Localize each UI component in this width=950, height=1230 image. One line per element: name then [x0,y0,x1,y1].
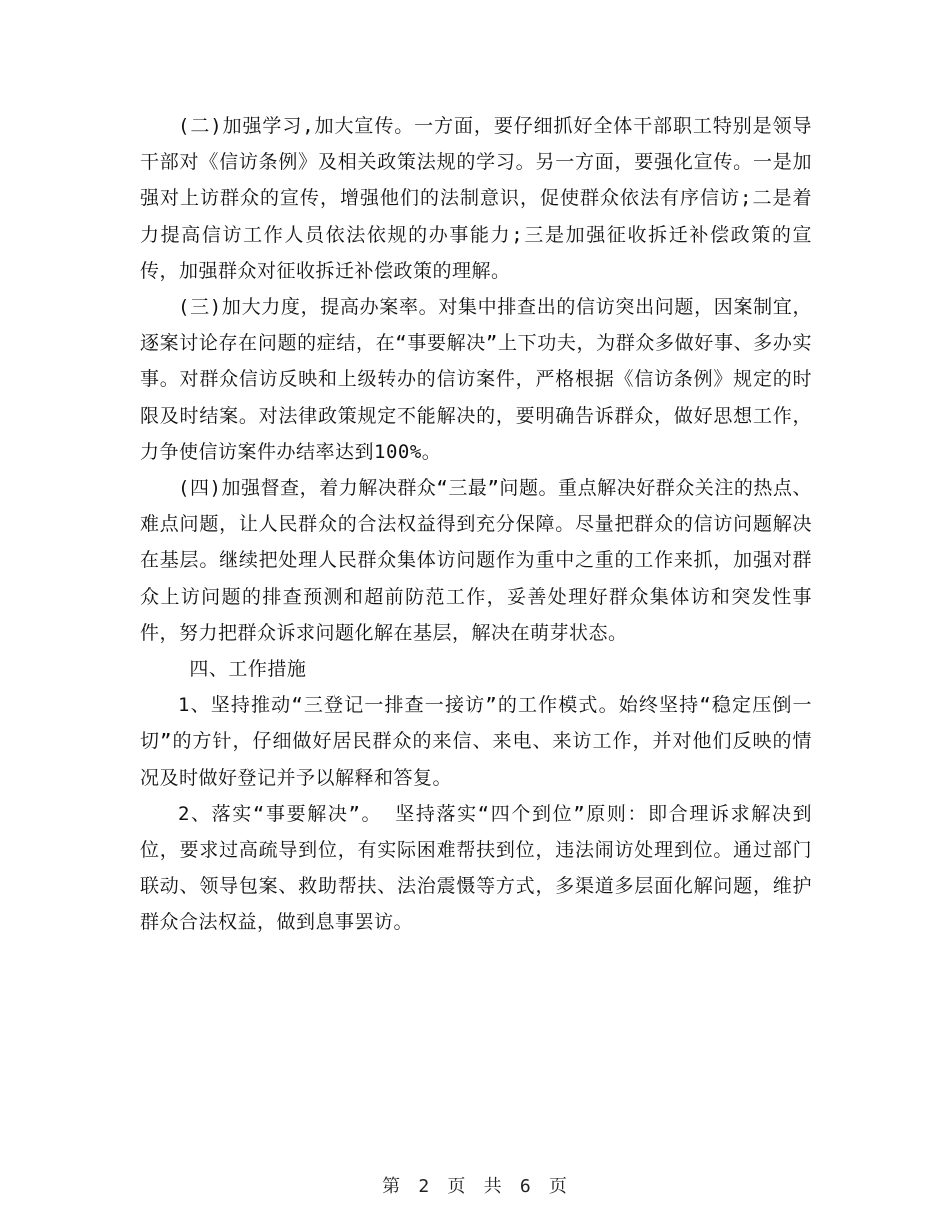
paragraph-increase-efforts: (三)加大力度，提高办案率。对集中排查出的信访突出问题，因案制宜，逐案讨论存在问题的症结，在“事要解决”上下功夫，为群众多做好事、多办实事。对群众信访反映和上级转办的信访案件，严格根据《信访条例》规定的时限及时结案。对法律政策规定不能解决的，要明确告诉群众，做好思想工作，力争使信访案件办结率达到100%。 [140,296,812,463]
section-heading-work-measures: 四、工作措施 [189,658,307,681]
measure-item-1: 1、坚持推动“三登记一排查一接访”的工作模式。始终坚持“稳定压倒一切”的方针，仔细做好居民群众的来信、来电、来访工作，并对他们反映的情况及时做好登记并予以解释和答复。 [140,694,812,789]
measure-item-2: 2、落实“事要解决”。 坚持落实“四个到位”原则：即合理诉求解决到位，要求过高疏导到位，有实际困难帮扶到位，违法闹访处理到位。通过部门联动、领导包案、救助帮扶、法治震慑等方式，多渠道多层面化解问题，维护群众合法权益，做到息事罢访。 [140,802,812,934]
footer-prefix: 第 [382,1176,402,1197]
document-body [140,108,812,941]
paragraph-strengthen-supervision: (四)加强督查，着力解决群众“三最”问题。重点解决好群众关注的热点、难点问题，让人民群众的合法权益得到充分保障。尽量把群众的信访问题解决在基层。继续把处理人民群众集体访问题作为重中之重的工作来抓，加强对群众上访问题的排查预测和超前防范工作，妥善处理好群众集体访和突发性事件，努力把群众诉求问题化解在基层，解决在萌芽状态。 [140,477,812,644]
page-footer [0,1172,950,1198]
footer-total-prefix: 共 [483,1176,503,1197]
footer-suffix: 页 [548,1176,568,1197]
paragraph-strengthen-study: (二)加强学习,加大宣传。一方面，要仔细抓好全体干部职工特别是领导干部对《信访条例》及相关政策法规的学习。另一方面，要强化宣传。一是加强对上访群众的宣传，增强他们的法制意识，促使群众依法有序信访;二是着力提高信访工作人员依法依规的办事能力;三是加强征收拆迁补偿政策的宣传，加强群众对征收拆迁补偿政策的理解。 [140,115,812,282]
footer-current-page: 2 [418,1176,431,1197]
footer-total-pages: 6 [519,1176,532,1197]
footer-page-label: 页 [447,1176,467,1197]
